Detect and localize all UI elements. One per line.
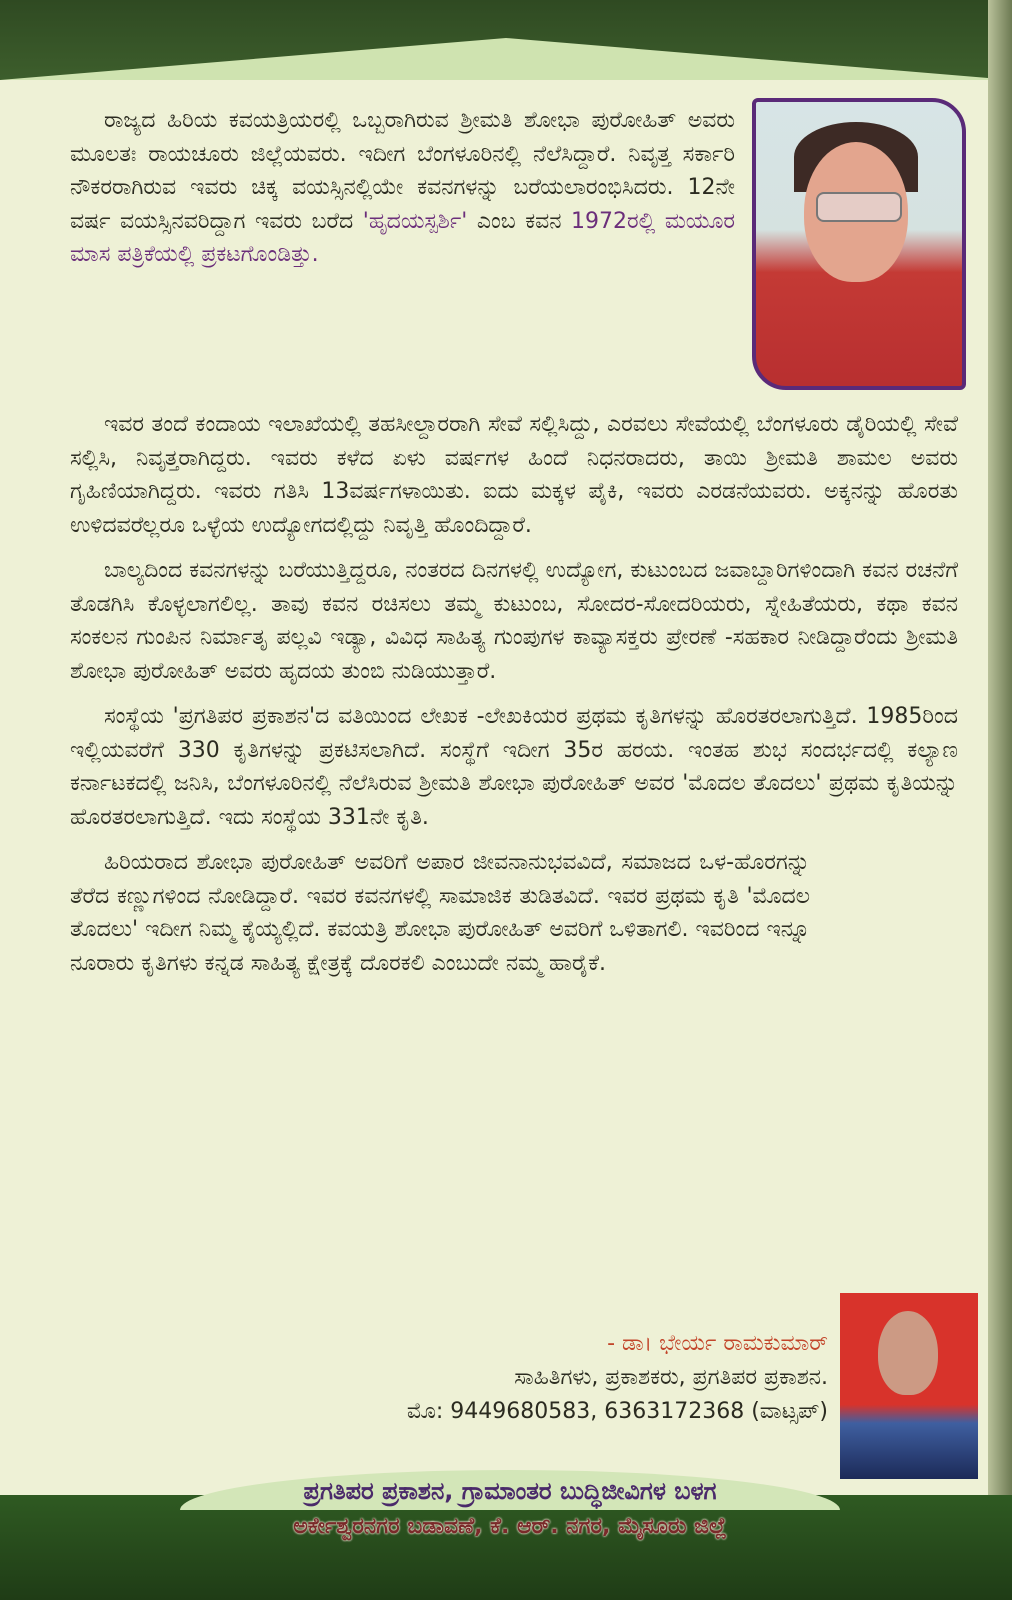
footer-address: ಅರ್ಕೇಶ್ವರನಗರ ಬಡಾವಣೆ, ಕೆ. ಆರ್. ನಗರ, ಮೈಸೂರು ಜಿಲ್ಲೆ — [293, 1514, 727, 1539]
intro-block — [70, 104, 735, 284]
intro-publication: 1972ರಲ್ಲಿ ಮಯೂರ ಮಾಸ ಪತ್ರಿಕೆಯಲ್ಲಿ ಪ್ರಕಟಗೊಂಡಿತ್ತು. — [70, 208, 735, 267]
signature-name: - ಡಾ। ಭೇರ್ಯ ರಾಮಕುಮಾರ್ — [607, 1331, 828, 1356]
publisher-photo — [840, 1293, 978, 1479]
paragraph-publisher: ಸಂಸ್ಥೆಯ 'ಪ್ರಗತಿಪರ ಪ್ರಕಾಶನ'ದ ವತಿಯಿಂದ ಲೇಖಕ -ಲೇಖಕಿಯರ ಪ್ರಥಮ ಕೃತಿಗಳನ್ನು ಹೊರತರಲಾಗುತ್ತಿದೆ. 1985ರಿಂದ ಇಲ್ಲಿಯವರೆಗೆ 330 ಕೃತಿಗಳನ್ನು ಪ್ರಕಟಿಸಲಾಗಿದೆ. ಸಂಸ್ಥೆಗೆ ಇದೀಗ 35ರ ಹರಯ. ಇಂತಹ ಶುಭ ಸಂದರ್ಭದಲ್ಲಿ ಕಲ್ಯಾಣ ಕರ್ನಾಟಕದಲ್ಲಿ ಜನಿಸಿ, ಬೆಂಗಳೂರಿನಲ್ಲಿ ನೆಲೆಸಿರುವ ಶ್ರೀಮತಿ ಶೋಭಾ ಪುರೋಹಿತ್ ಅವರ 'ಮೊದಲ ತೊದಲು' ಪ್ರಥಮ ಕೃತಿಯನ್ನು ಹೊರತರಲಾಗುತ್ತಿದೆ. ಇದು ಸಂಸ್ಥೆಯ 331ನೇ ಕೃತಿ. — [70, 704, 958, 830]
book-spine-edge — [988, 0, 1012, 1600]
publisher-face — [878, 1311, 938, 1395]
paragraph-writing: ಬಾಲ್ಯದಿಂದ ಕವನಗಳನ್ನು ಬರೆಯುತ್ತಿದ್ದರೂ, ನಂತರದ ದಿನಗಳಲ್ಲಿ ಉದ್ಯೋಗ, ಕುಟುಂಬದ ಜವಾಬ್ದಾರಿಗಳಿಂದಾಗಿ ಕವನ ರಚನೆಗೆ ತೊಡಗಿಸಿ ಕೊಳ್ಳಲಾಗಲಿಲ್ಲ. ತಾವು ಕವನ ರಚಿಸಲು ತಮ್ಮ ಕುಟುಂಬ, ಸೋದರ-ಸೋದರಿಯರು, ಸ್ನೇಹಿತೆಯರು, ಕಥಾ ಕವನ ಸಂಕಲನ ಗುಂಪಿನ ನಿರ್ಮಾತೃ ಪಲ್ಲವಿ ಇಡ್ಯಾ, ವಿವಿಧ ಸಾಹಿತ್ಯ ಗುಂಪುಗಳ ಕಾವ್ಯಾಸಕ್ತರು ಪ್ರೇರಣೆ -ಸಹಕಾರ ನೀಡಿದ್ದಾರೆಂದು ಶ್ರೀಮತಿ ಶೋಭಾ ಪುರೋಹಿತ್ ಅವರು ಹೃದಯ ತುಂಬಿ ನುಡಿಯುತ್ತಾರೆ. — [70, 558, 959, 684]
paragraph-wishes: ಹಿರಿಯರಾದ ಶೋಭಾ ಪುರೋಹಿತ್ ಅವರಿಗೆ ಅಪಾರ ಜೀವನಾನುಭವವಿದೆ, ಸಮಾಜದ ಒಳ-ಹೊರಗನ್ನು ತೆರೆದ ಕಣ್ಣುಗಳಿಂದ ನೋಡಿದ್ದಾರೆ. ಇವರ ಕವನಗಳಲ್ಲಿ ಸಾಮಾಜಿಕ ತುಡಿತವಿದೆ. ಇವರ ಪ್ರಥಮ ಕೃತಿ 'ಮೊದಲ ತೊದಲು' ಇದೀಗ ನಿಮ್ಮ ಕೈಯ್ಯಲ್ಲಿದೆ. ಕವಯತ್ರಿ ಶೋಭಾ ಪುರೋಹಿತ್ ಅವರಿಗೆ ಒಳಿತಾಗಲಿ. ಇವರಿಂದ ಇನ್ನೂ ನೂರಾರು ಕೃತಿಗಳು ಕನ್ನಡ ಸಾಹಿತ್ಯ ಕ್ಷೇತ್ರಕ್ಕೆ ದೊರಕಲಿ ಎಂಬುದೇ ನಮ್ಮ ಹಾರೈಕೆ. — [70, 850, 810, 976]
intro-paragraph — [70, 104, 735, 272]
signature-block — [400, 1327, 828, 1429]
author-glasses — [816, 192, 902, 222]
paragraph-family: ಇವರ ತಂದೆ ಕಂದಾಯ ಇಲಾಖೆಯಲ್ಲಿ ತಹಸೀಲ್ದಾರರಾಗಿ ಸೇವೆ ಸಲ್ಲಿಸಿದ್ದು, ಎರವಲು ಸೇವೆಯಲ್ಲಿ ಬೆಂಗಳೂರು ಡೈರಿಯಲ್ಲಿ ಸೇವೆ ಸಲ್ಲಿಸಿ, ನಿವೃತ್ತರಾಗಿದ್ದರು. ಇವರು ಕಳೆದ ಏಳು ವರ್ಷಗಳ ಹಿಂದೆ ನಿಧನರಾದರು, ತಾಯಿ ಶ್ರೀಮತಿ ಶಾಮಲ ಅವರು ಗೃಹಿಣಿಯಾಗಿದ್ದರು. ಇವರು ಗತಿಸಿ 13ವರ್ಷಗಳಾಯಿತು. ಐದು ಮಕ್ಕಳ ಪೈಕಿ, ಇವರು ಎರಡನೆಯವರು. ಅಕ್ಕನನ್ನು ಹೊರತು ಉಳಿದವರೆಲ್ಲರೂ ಒಳ್ಳೆಯ ಉದ್ಯೋಗದಲ್ಲಿದ್ದು ನಿವೃತ್ತಿ ಹೊಂದಿದ್ದಾರೆ. — [70, 412, 958, 538]
footer-publisher: ಪ್ರಗತಿಪರ ಪ್ರಕಾಶನ, ಗ್ರಾಮಾಂತರ ಬುದ್ಧಿಜೀವಿಗಳ ಬಳಗ — [303, 1477, 717, 1505]
body-block — [70, 408, 958, 992]
signature-phone: ಮೊ: 9449680583, 6363172368 (ವಾಟ್ಸಪ್) — [406, 1399, 828, 1424]
intro-text-1: ರಾಜ್ಯದ ಹಿರಿಯ ಕವಯತ್ರಿಯರಲ್ಲಿ ಒಬ್ಬರಾಗಿರುವ ಶ್ರೀಮತಿ ಶೋಭಾ ಪುರೋಹಿತ್ ಅವರು ಮೂಲತಃ ರಾಯಚೂರು ಜಿಲ್ಲೆಯವರು. ಇದೀಗ ಬೆಂಗಳೂರಿನಲ್ಲಿ ನೆಲೆಸಿದ್ದಾರೆ. ನಿವೃತ್ತ ಸರ್ಕಾರಿ ನೌಕರರಾಗಿರುವ ಇವರು ಚಿಕ್ಕ ವಯಸ್ಸಿನಲ್ಲಿಯೇ ಕವನಗಳನ್ನು ಬರೆಯಲಾರಂಭಿಸಿದರು. 12ನೇ ವರ್ಷ ವಯಸ್ಸಿನವರಿದ್ದಾಗ ಇವರು ಬರೆದ — [70, 108, 735, 234]
bottom-green-band — [0, 1495, 1012, 1600]
intro-text-2: ಎಂಬ ಕವನ — [467, 208, 572, 234]
signature-roles: ಸಾಹಿತಿಗಳು, ಪ್ರಕಾಶಕರು, ಪ್ರಗತಿಪರ ಪ್ರಕಾಶನ. — [514, 1365, 828, 1390]
author-photo — [752, 98, 966, 390]
poem-title: 'ಹೃದಯಸ್ಪರ್ಶಿ' — [362, 208, 468, 234]
